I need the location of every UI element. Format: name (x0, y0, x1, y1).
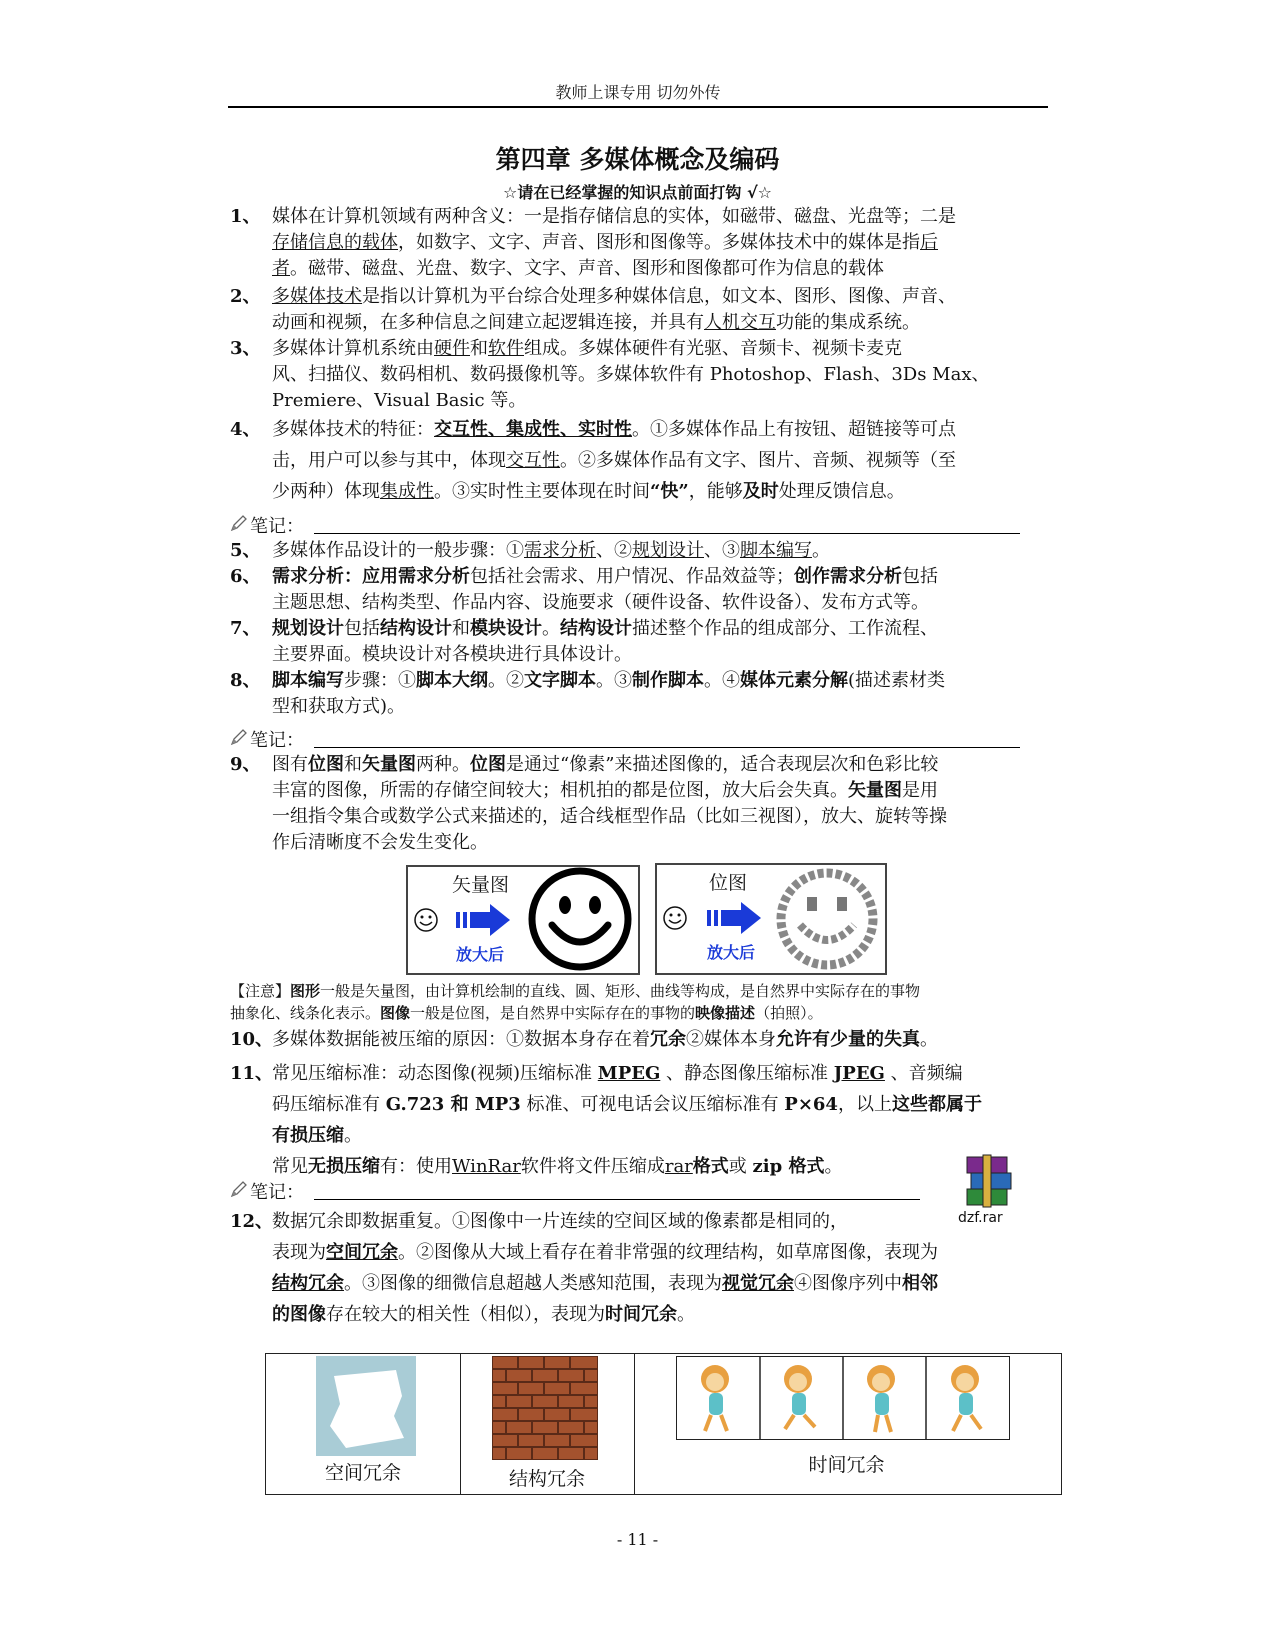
answer-underlined: WinRar (452, 1156, 521, 1177)
answer-underlined: 后 (920, 232, 938, 253)
text-run: ④图像序列中 (794, 1273, 902, 1294)
pencil-icon (230, 728, 250, 751)
text-run: ： (344, 566, 362, 587)
text-run: 是指以计算机为平台综合处理多种媒体信息，如文本、图形、图像、声音、 (362, 286, 956, 307)
pencil-icon (230, 1180, 250, 1203)
text-run: 冗余 (650, 1029, 686, 1050)
chapter-title: 第四章 多媒体概念及编码 (495, 145, 780, 174)
text-run: (描述素材类 (848, 670, 946, 691)
table-caption: 空间冗余 (324, 1462, 401, 1484)
answer-underlined: 交互性 (506, 450, 560, 471)
notes-label: 笔记： (250, 516, 304, 537)
vector-figure (406, 865, 640, 975)
answer-underlined: 视觉冗余 (722, 1273, 794, 1294)
monkey-frame-strip (676, 1356, 1010, 1440)
text-run: 图有 (272, 754, 308, 775)
text-run: 多媒体计算机系统由 (272, 338, 434, 359)
arrow-right-icon (456, 903, 512, 937)
notes-label: 笔记： (250, 1182, 304, 1203)
answer-underlined: 多媒体技术 (272, 286, 362, 307)
item-10 (230, 1027, 1050, 1053)
notes-line[interactable] (230, 726, 1020, 752)
page-header: 教师上课专用 切勿外传 (555, 83, 721, 102)
item-number: 2、 (230, 286, 261, 307)
notes-line[interactable] (230, 512, 1020, 538)
item-line (272, 1237, 1050, 1268)
text-run: 时间冗余 (605, 1304, 677, 1325)
text-run: 和 (452, 618, 470, 639)
item-line: 作后清晰度不会发生变化。 (272, 832, 488, 853)
answer-underlined: 集成性 (380, 481, 434, 502)
text-run: 、② (596, 540, 632, 561)
item-number: 4、 (230, 419, 261, 440)
item-9 (230, 752, 1050, 856)
answer-underlined: 硬件 (434, 338, 470, 359)
text-run: 码压缩标准有 (272, 1094, 386, 1115)
notes-label: 笔记： (250, 730, 304, 751)
chapter-subtitle: ☆请在已经掌握的知识点前面打钩 √☆ (503, 183, 772, 202)
item-line (272, 256, 1050, 282)
rar-filename: dzf.rar (958, 1210, 1003, 1226)
text-run: zip 格式 (752, 1156, 825, 1177)
figure-label: 矢量图 (452, 874, 510, 896)
arrow-right-icon (707, 901, 763, 935)
text-run: 的图像 (272, 1304, 326, 1325)
text-run: 结构设计 (380, 618, 452, 639)
table-caption: 时间冗余 (808, 1454, 885, 1476)
answer-underlined: 结构冗余 (272, 1273, 344, 1294)
item-line (272, 668, 1050, 694)
answer-underlined: 人机交互 (704, 312, 776, 333)
item-number: 3、 (230, 338, 261, 359)
item-12 (230, 1206, 1050, 1330)
text-run: 。② (488, 670, 524, 691)
item-number: 12、 (230, 1211, 274, 1232)
page-number: - 11 - (616, 1530, 659, 1549)
text-run: 。 (677, 1304, 695, 1325)
text-run: 标准、可视电话会议压缩标准有 (520, 1094, 785, 1115)
text-run: 是通过“像素”来描述图像的，适合表现层次和色彩比较 (506, 754, 939, 775)
item-line (272, 564, 1050, 590)
smiley-bitmap-icon (773, 867, 881, 971)
text-run: 包括社会需求、用户情况、作品效益等； (470, 566, 794, 587)
answer-underlined: 软件 (488, 338, 524, 359)
answer-underlined: 者 (272, 258, 290, 279)
text-run: 图像 (380, 1004, 411, 1022)
text-run: ，如数字、文字、声音、图形和图像等。多媒体技术中的媒体是指 (398, 232, 920, 253)
item-number: 5、 (230, 540, 261, 561)
spatial-redundancy-image (316, 1356, 416, 1456)
small-smiley-icon (662, 905, 688, 931)
item-8 (230, 668, 1050, 720)
structural-redundancy-cell (460, 1354, 635, 1494)
text-run: 和 (344, 754, 362, 775)
zoom-caption: 放大后 (707, 943, 756, 962)
text-run: 脚本大纲 (416, 670, 488, 691)
item-number: 10、 (230, 1029, 274, 1050)
text-run: 图形 (290, 982, 321, 1000)
text-run: 少两种）体现 (272, 481, 380, 502)
answer-underlined: rar (664, 1156, 693, 1177)
item-4 (230, 414, 1050, 507)
notes-underline (314, 533, 1020, 534)
text-run: 脚本编写 (272, 670, 344, 691)
text-run: 。 (344, 1125, 362, 1146)
spatial-redundancy-cell (266, 1354, 461, 1494)
text-run: 应用需求分析 (362, 566, 470, 587)
attention-line (230, 980, 1050, 1002)
text-run: 常见 (272, 1156, 308, 1177)
item-1 (230, 204, 1050, 282)
text-run: 创作需求分析 (794, 566, 902, 587)
item-line (272, 1299, 1050, 1330)
text-run: 包括 (344, 618, 380, 639)
text-run: 抽象化、线条化表示。 (230, 1004, 381, 1022)
answer-underlined: 需求分析 (524, 540, 596, 561)
notes-underline (314, 747, 1020, 748)
item-line: 数据冗余即数据重复。①图像中一片连续的空间区域的像素都是相同的， (272, 1211, 848, 1232)
item-number: 1、 (230, 206, 261, 227)
text-run: 包括 (902, 566, 938, 587)
item-line (272, 1089, 1050, 1120)
table-caption: 结构冗余 (508, 1468, 585, 1490)
answer-underlined: JPEG (833, 1063, 885, 1084)
item-6 (230, 564, 1050, 616)
item-number: 6、 (230, 566, 261, 587)
item-line (272, 310, 1050, 336)
bitmap-figure (655, 863, 887, 975)
text-run: 组成。多媒体硬件有光驱、音频卡、视频卡麦克 (524, 338, 902, 359)
item-line: Premiere、Visual Basic 等。 (272, 390, 527, 411)
text-run: 位图 (470, 754, 506, 775)
item-line (272, 284, 1050, 310)
item-5 (230, 538, 1050, 564)
winrar-icon (963, 1153, 1019, 1213)
text-run: 相邻 (902, 1273, 938, 1294)
item-line (272, 336, 1050, 362)
item-line: 型和获取方式)。 (272, 696, 406, 717)
brick-wall-image (492, 1356, 598, 1460)
text-run: 矢量图 (362, 754, 416, 775)
item-line (272, 230, 1050, 256)
text-run: 结构设计 (560, 618, 632, 639)
text-run: 无损压缩 (308, 1156, 380, 1177)
item-number: 9、 (230, 754, 261, 775)
item-number: 8、 (230, 670, 261, 691)
text-run: P×64 (784, 1094, 838, 1115)
answer-underlined: 交互性、集成性、实时性 (434, 419, 632, 440)
answer-underlined: 脚本编写 (740, 540, 812, 561)
text-run: 。③实时性主要体现在时间 (434, 481, 650, 502)
text-run: 。③图像的细微信息超越人类感知范围，表现为 (344, 1273, 722, 1294)
text-run: 格式 (692, 1156, 729, 1177)
text-run: 两种。 (416, 754, 470, 775)
smiley-vector-icon (526, 867, 634, 971)
text-run: 。①多媒体作品上有按钮、超链接等可点 (632, 419, 956, 440)
text-run: ，能够 (688, 481, 743, 502)
text-run: 矢量图 (848, 780, 902, 801)
text-run: 。 (542, 618, 560, 639)
item-line (272, 538, 1050, 564)
item-number: 7、 (230, 618, 261, 639)
notes-line[interactable] (230, 1178, 920, 1204)
monkey-animation-frames (677, 1357, 1009, 1439)
header-rule (228, 106, 1048, 108)
item-line (272, 1120, 1050, 1151)
text-run: 。 (824, 1156, 843, 1177)
text-run: 规划设计 (272, 618, 344, 639)
item-line (272, 616, 1050, 642)
text-run: 描述整个作品的组成部分、工作流程、 (632, 618, 938, 639)
text-run: 。②图像从大域上看存在着非常强的纹理结构，如草席图像，表现为 (398, 1242, 938, 1263)
text-run: 常见压缩标准：动态图像(视频)压缩标准 (272, 1063, 598, 1084)
item-line (272, 1268, 1050, 1299)
text-run: 软件将文件压缩成 (520, 1156, 665, 1177)
answer-underlined: 存储信息的载体 (272, 232, 398, 253)
text-run: 有：使用 (380, 1156, 452, 1177)
text-run: 有损压缩 (272, 1125, 344, 1146)
answer-underlined: 空间冗余 (326, 1242, 398, 1263)
text-run: 是用 (902, 780, 938, 801)
text-run: 。④ (704, 670, 740, 691)
item-2 (230, 284, 1050, 336)
text-run: 多媒体技术的特征： (272, 419, 434, 440)
text-run: 击，用户可以参与其中，体现 (272, 450, 506, 471)
text-run: 一般是矢量图，由计算机绘制的直线、圆、矩形、曲线等构成，是自然界中实际存在的事物 (320, 982, 921, 1000)
item-line (272, 752, 1050, 778)
text-run: 处理反馈信息。 (778, 481, 905, 502)
item-line: 媒体在计算机领域有两种含义：一是指存储信息的实体，如磁带、磁盘、光盘等；二是 (272, 206, 956, 227)
item-line (272, 1027, 1050, 1053)
temporal-redundancy-cell (634, 1354, 1059, 1494)
text-run: 动画和视频，在多种信息之间建立起逻辑连接，并具有 (272, 312, 704, 333)
text-run: 、音频编 (884, 1063, 963, 1084)
text-run: 这些都属于 (891, 1094, 982, 1115)
text-run: （拍照）。 (755, 1004, 823, 1022)
text-run: ②媒体本身 (686, 1029, 776, 1050)
text-run: 、静态图像压缩标准 (660, 1063, 834, 1084)
answer-underlined: 规划设计 (632, 540, 704, 561)
text-run: 。②多媒体作品有文字、图片、音频、视频等（至 (560, 450, 956, 471)
text-run: 一般是位图，是自然界中实际存在的事物的 (410, 1004, 696, 1022)
text-run: 允许有少量的失真 (776, 1029, 920, 1050)
item-line (272, 445, 1050, 476)
text-run: 功能的集成系统。 (776, 312, 920, 333)
answer-underlined: MPEG (597, 1063, 661, 1084)
item-line (272, 414, 1050, 445)
text-run: 丰富的图像，所需的存储空间较大；相机拍的都是位图，放大后会失真。 (272, 780, 848, 801)
item-number: 11、 (230, 1063, 274, 1084)
text-run: 多媒体数据能被压缩的原因：①数据本身存在着 (272, 1029, 650, 1050)
text-run: 表现为 (272, 1242, 326, 1263)
pencil-icon (230, 514, 250, 537)
item-line: 主题思想、结构类型、作品内容、设施要求（硬件设备、软件设备）、发布方式等。 (272, 592, 929, 613)
text-run: 文字脚本 (524, 670, 596, 691)
text-run: ，以上 (837, 1094, 892, 1115)
item-line (272, 476, 1050, 507)
text-run: 及时 (742, 481, 779, 502)
item-line (272, 1058, 1050, 1089)
text-run: 需求分析 (272, 566, 344, 587)
small-smiley-icon (413, 907, 439, 933)
figure-label: 位图 (709, 872, 748, 894)
text-run: 。磁带、磁盘、光盘、数字、文字、声音、图形和图像都可作为信息的载体 (290, 258, 884, 279)
item-line: 一组指令集合或数学公式来描述的，适合线框型作品（比如三视图），放大、旋转等操 (272, 806, 947, 827)
text-run: 和 (470, 338, 488, 359)
attention-line (230, 1002, 1050, 1024)
text-run: G.723 和 MP3 (385, 1094, 521, 1115)
text-run: 媒体元素分解 (740, 670, 848, 691)
text-run: 模块设计 (470, 618, 542, 639)
text-run: 。 (920, 1029, 938, 1050)
text-run: 。 (812, 540, 830, 561)
item-line: 风、扫描仪、数码相机、数码摄像机等。多媒体软件有 Photoshop、Flash、3Ds Max、 (272, 364, 990, 385)
text-run: 映像描述 (695, 1004, 756, 1022)
text-run: 或 (728, 1156, 753, 1177)
text-run: 位图 (308, 754, 344, 775)
text-run: 【注意】 (230, 982, 291, 1000)
text-run: 制作脚本 (632, 670, 704, 691)
text-run: 多媒体作品设计的一般步骤：① (272, 540, 524, 561)
item-3 (230, 336, 1050, 414)
notes-underline (314, 1199, 920, 1200)
item-line (272, 778, 1050, 804)
text-run: 步骤：① (344, 670, 416, 691)
text-run: 、③ (704, 540, 740, 561)
item-line: 主要界面。模块设计对各模块进行具体设计。 (272, 644, 632, 665)
text-run: “快” (650, 481, 689, 502)
zoom-caption: 放大后 (456, 945, 505, 964)
redundancy-table (265, 1353, 1062, 1495)
item-11 (230, 1058, 1050, 1182)
text-run: 。③ (596, 670, 632, 691)
text-run: 存在较大的相关性（相似），表现为 (326, 1304, 605, 1325)
item-7 (230, 616, 1050, 668)
attention-note (230, 980, 1050, 1024)
